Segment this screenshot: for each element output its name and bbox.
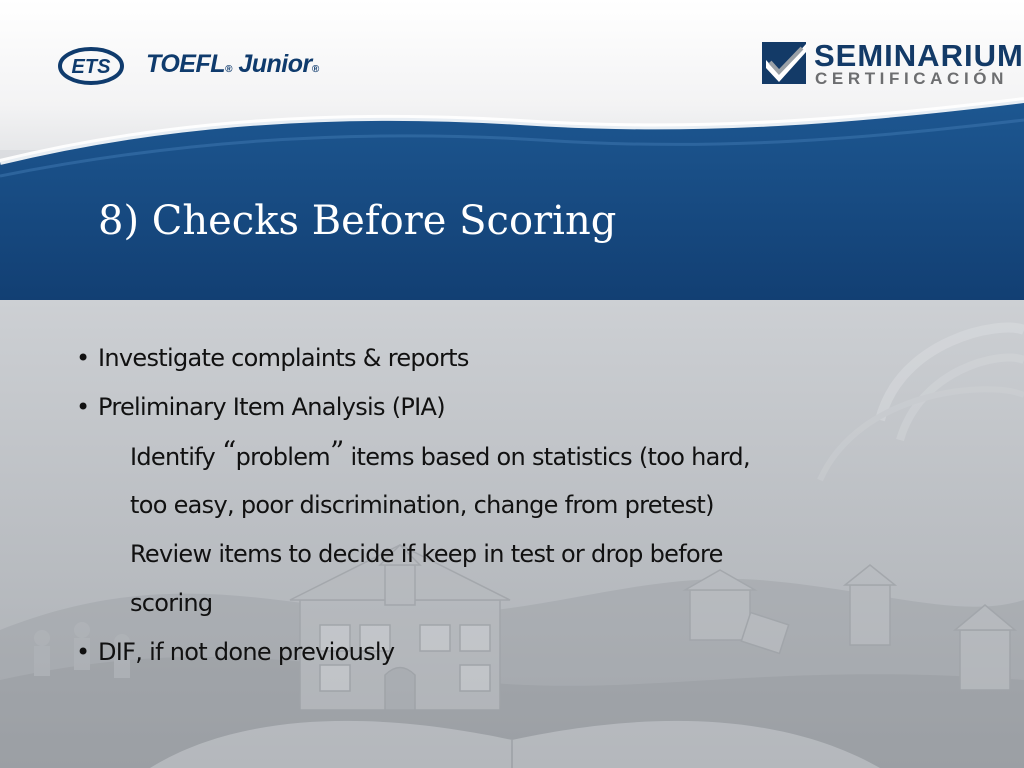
- certificacion-wordmark: CERTIFICACIÓN: [815, 69, 1008, 88]
- toefl-junior-wordmark: [146, 50, 319, 79]
- close-quote: ”: [329, 435, 344, 468]
- slide-title: 8) Checks Before Scoring: [98, 198, 617, 244]
- sub-text: scoring: [130, 589, 213, 617]
- bullet-symbol: •: [76, 393, 90, 421]
- registered-mark-2: ®: [311, 64, 319, 75]
- sub-text: Identify: [130, 443, 222, 471]
- bullet-symbol: •: [76, 344, 90, 372]
- checkmark-logo-icon: [762, 40, 808, 86]
- sub-text: Review items to decide if keep in test or drop before: [130, 540, 723, 568]
- bullet-text: Preliminary Item Analysis (PIA): [98, 393, 445, 421]
- bullet-item: [76, 336, 469, 380]
- bullet-symbol: •: [76, 638, 90, 666]
- bullet-item: [76, 385, 445, 429]
- sub-item-line: [130, 434, 750, 479]
- bullet-text: DIF, if not done previously: [98, 638, 395, 666]
- junior-word: Junior: [238, 50, 312, 78]
- sub-text: too easy, poor discrimination, change from pretest): [130, 491, 714, 519]
- sub-item-line: [130, 532, 723, 576]
- ets-logo: [58, 46, 128, 86]
- registered-mark: ®: [224, 64, 232, 75]
- open-quote: “: [221, 435, 236, 468]
- sub-item-line: [130, 581, 212, 625]
- sub-text: items based on statistics (too hard,: [343, 443, 750, 471]
- bullet-item: [76, 630, 394, 674]
- sub-text-emph: problem: [235, 443, 330, 471]
- toefl-word: TOEFL: [146, 50, 225, 78]
- sub-item-line: [130, 483, 714, 527]
- ets-mark: ETS: [71, 56, 111, 78]
- bullet-text: Investigate complaints & reports: [98, 344, 469, 372]
- seminarium-wordmark: SEMINARIUM: [814, 38, 1024, 73]
